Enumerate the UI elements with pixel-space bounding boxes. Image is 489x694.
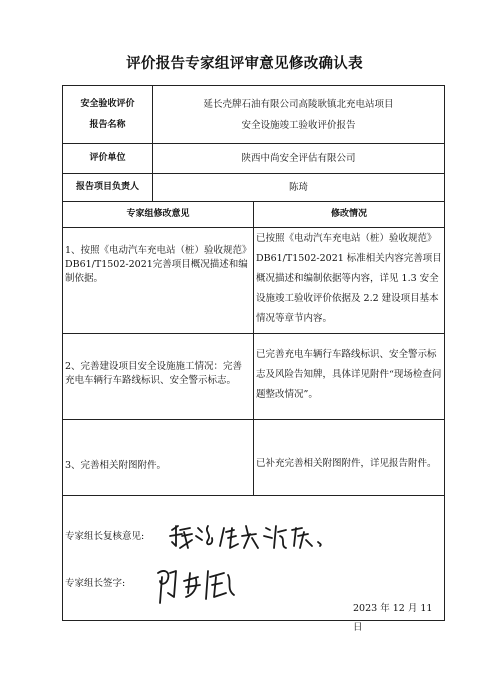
report-name-line1: 延长壳牌石油有限公司高陵耿镇北充电站项目 [203,98,394,110]
revision-cell: 已按照《电动汽车充电站（桩）验收规范》DB61/T1502-2021 标准相关内容完善项目概况描述和编制依据等内容，详见 1.3 安全设施竣工验收评价依据及 2.2 建设项目基本情况等章节内容。 [256,233,442,324]
opinion-cell: 3、完善相关附图附件。 [65,460,167,471]
review-label: 专家组长复核意见: [65,531,145,542]
report-name-label-line2: 报告名称 [89,119,126,130]
row-divider [63,495,444,496]
opinion-column-header: 专家组修改意见 [126,209,190,219]
revision-cell: 已补充完善相关附图附件，详见报告附件。 [256,458,437,469]
sign-label: 专家组长签字: [65,578,126,589]
leader-label: 报告项目负责人 [75,182,139,192]
unit-value: 陕西中尚安全评估有限公司 [241,153,356,164]
report-name-label [63,86,152,143]
report-name-label-line1: 安全验收评价 [80,98,135,109]
handwritten-review-comment [168,522,336,554]
signature-image [150,563,246,607]
report-name-value [153,86,444,143]
revision-cell: 已完善充电车辆行车路线标识、安全警示标志及风险告知牌，具体详见附件“现场检查问题整改情况”。 [256,349,442,400]
report-name-line2: 安全设施竣工验收评价报告 [241,119,356,131]
page-title: 评价报告专家组评审意见修改确认表 [126,56,363,72]
leader-value: 陈琦 [288,182,308,193]
opinion-cell: 2、完善建设项目安全设施施工情况：完善充电车辆行车路线标识、安全警示标志。 [65,361,243,386]
revision-column-header: 修改情况 [330,209,367,219]
unit-label: 评价单位 [89,153,126,163]
opinion-cell: 1、按照《电动汽车充电站（桩）验收规范》DB61/T1502-2021完善项目概况描述和编制依据。 [65,245,248,284]
date-text: 2023 年 12 月 11 日 [353,603,433,633]
